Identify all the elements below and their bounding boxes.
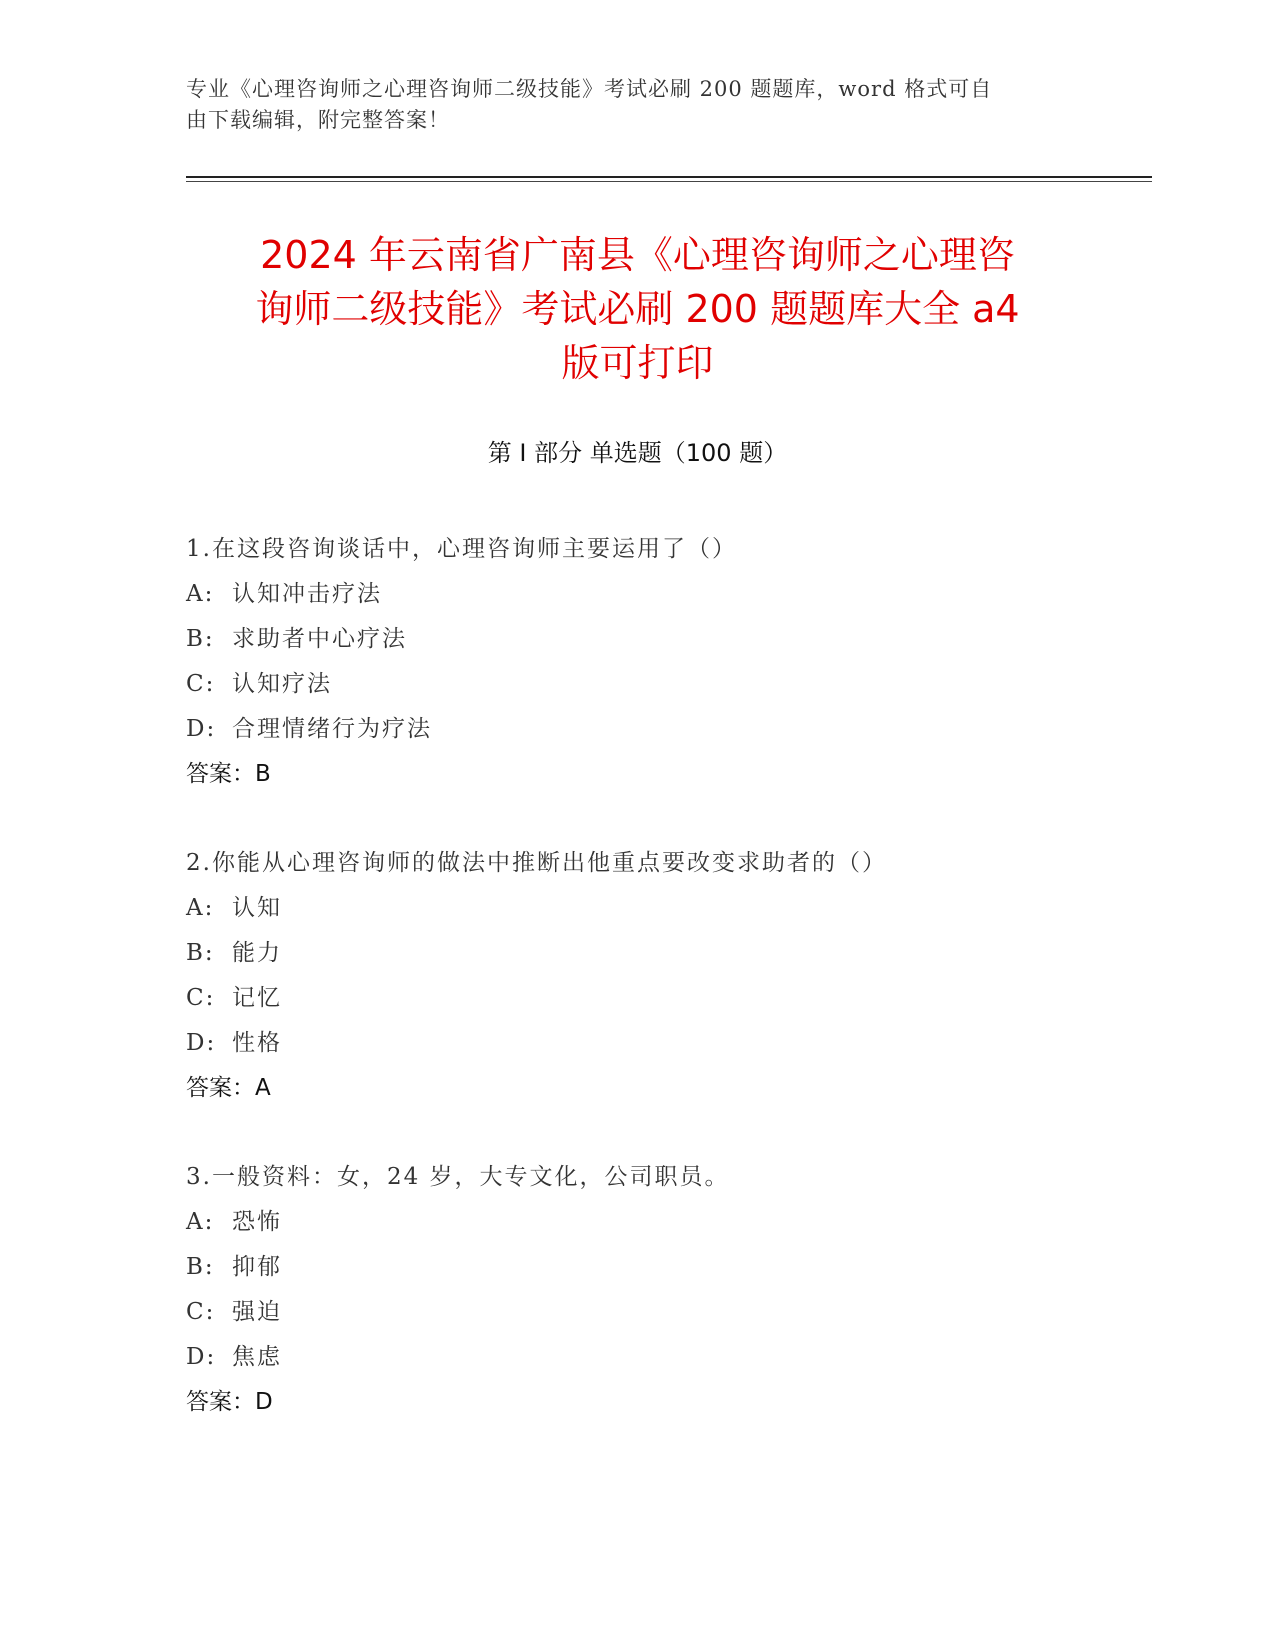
- option-key: A:: [186, 581, 215, 607]
- answer-line: 答案：B: [186, 761, 271, 787]
- intro-line: 由下载编辑，附完整答案！: [186, 108, 450, 132]
- question-item: [186, 841, 1086, 1111]
- option-text: 记忆: [232, 985, 282, 1011]
- option-key: A:: [186, 895, 215, 921]
- document-title: [170, 228, 1105, 390]
- option-d: [186, 1335, 1086, 1380]
- question-stem: 1.在这段咨询谈话中，心理咨询师主要运用了（）: [186, 536, 737, 562]
- option-key: A:: [186, 1209, 215, 1235]
- option-key: C:: [186, 985, 216, 1011]
- answer-line: 答案：A: [186, 1075, 271, 1101]
- option-d: [186, 707, 1086, 752]
- option-a: [186, 886, 1086, 931]
- option-text: 求助者中心疗法: [232, 626, 407, 652]
- option-key: B:: [186, 940, 215, 966]
- question-list: [186, 527, 1086, 1469]
- question-item: [186, 1155, 1086, 1425]
- option-text: 能力: [232, 940, 282, 966]
- option-b: [186, 931, 1086, 976]
- section-heading: 第 I 部分 单选题（100 题）: [487, 439, 788, 467]
- option-c: [186, 662, 1086, 707]
- option-text: 合理情绪行为疗法: [232, 716, 432, 742]
- title-line: 询师二级技能》考试必刷 200 题题库大全 a4: [255, 287, 1020, 331]
- intro-paragraph: [186, 74, 1066, 136]
- option-key: C:: [186, 1299, 216, 1325]
- option-key: C:: [186, 671, 216, 697]
- header-divider-thick: [186, 176, 1152, 178]
- option-b: [186, 1245, 1086, 1290]
- option-key: D:: [186, 1344, 217, 1370]
- title-line: 2024 年云南省广南县《心理咨询师之心理咨: [260, 233, 1015, 277]
- question-stem: 3.一般资料：女，24 岁，大专文化，公司职员。: [186, 1164, 730, 1190]
- option-key: B:: [186, 1254, 215, 1280]
- option-a: [186, 572, 1086, 617]
- option-d: [186, 1021, 1086, 1066]
- option-b: [186, 617, 1086, 662]
- option-text: 认知冲击疗法: [232, 581, 382, 607]
- title-line: 版可打印: [561, 341, 714, 385]
- option-text: 认知疗法: [232, 671, 332, 697]
- question-item: [186, 527, 1086, 797]
- option-text: 性格: [232, 1030, 282, 1056]
- header-divider-thin: [186, 181, 1152, 182]
- option-key: D:: [186, 716, 217, 742]
- answer-line: 答案：D: [186, 1389, 273, 1415]
- intro-line: 专业《心理咨询师之心理咨询师二级技能》考试必刷 200 题题库，word 格式可自: [186, 77, 993, 101]
- option-text: 抑郁: [232, 1254, 282, 1280]
- option-key: B:: [186, 626, 215, 652]
- option-text: 恐怖: [232, 1209, 282, 1235]
- option-a: [186, 1200, 1086, 1245]
- option-text: 强迫: [232, 1299, 282, 1325]
- option-text: 焦虑: [232, 1344, 282, 1370]
- option-text: 认知: [232, 895, 282, 921]
- option-key: D:: [186, 1030, 217, 1056]
- option-c: [186, 976, 1086, 1021]
- question-stem: 2.你能从心理咨询师的做法中推断出他重点要改变求助者的（）: [186, 850, 887, 876]
- option-c: [186, 1290, 1086, 1335]
